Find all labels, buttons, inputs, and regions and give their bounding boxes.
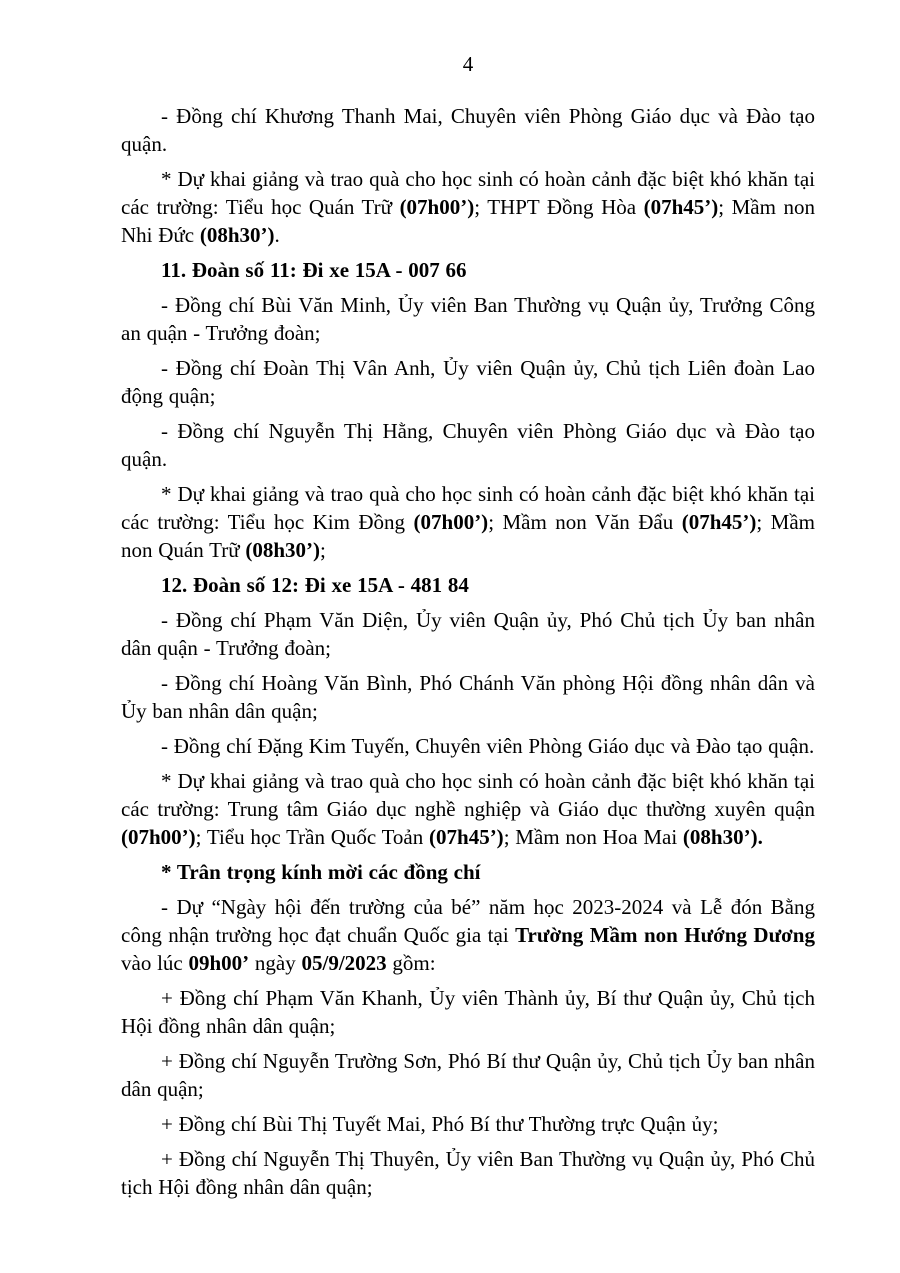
- text-run: ; Mầm non Nhi Đức: [121, 195, 815, 247]
- text-run: - Đồng chí Đặng Kim Tuyến, Chuyên viên Phòng Giáo dục và Đào tạo quận.: [161, 734, 815, 758]
- section-heading: [121, 256, 815, 284]
- text-run-bold: (07h00’): [121, 825, 196, 849]
- text-run: ; THPT Đồng Hòa: [474, 195, 644, 219]
- text-run-bold: Trường Mầm non Hướng Dương: [515, 923, 815, 947]
- paragraph: [121, 1110, 815, 1138]
- text-run: - Đồng chí Khương Thanh Mai, Chuyên viên Phòng Giáo dục và Đào tạo quận.: [121, 104, 815, 156]
- section-heading: [121, 858, 815, 886]
- text-run: - Đồng chí Hoàng Văn Bình, Phó Chánh Văn phòng Hội đồng nhân dân và Ủy ban nhân dân quận;: [121, 671, 815, 723]
- page-number: 4: [462, 52, 474, 76]
- paragraph: [121, 732, 815, 760]
- paragraph: [121, 893, 815, 977]
- paragraph: [121, 984, 815, 1040]
- text-run-bold: (08h30’): [245, 538, 320, 562]
- text-run-bold: (07h00’): [399, 195, 475, 219]
- paragraph: [121, 417, 815, 473]
- text-run-bold: 12. Đoàn số 12: Đi xe 15A - 481 84: [161, 573, 469, 597]
- text-run: gồm:: [386, 951, 436, 975]
- text-run: - Đồng chí Phạm Văn Diện, Ủy viên Quận ủy, Phó Chủ tịch Ủy ban nhân dân quận - Trưởng đoàn;: [121, 608, 815, 660]
- text-run: vào lúc: [121, 951, 189, 975]
- paragraph: [121, 291, 815, 347]
- text-run-bold: (08h30’): [199, 223, 275, 247]
- paragraph: [121, 165, 815, 249]
- text-run: - Đồng chí Bùi Văn Minh, Ủy viên Ban Thường vụ Quận ủy, Trưởng Công an quận - Trưởng đoàn;: [121, 293, 815, 345]
- text-run-bold: (07h45’): [681, 510, 757, 534]
- text-run: ; Tiểu học Trần Quốc Toản: [195, 825, 430, 849]
- text-run: ngày: [249, 951, 302, 975]
- text-run-bold: (08h30’).: [682, 825, 763, 849]
- text-run-bold: (07h45’): [643, 195, 719, 219]
- text-run: + Đồng chí Phạm Văn Khanh, Ủy viên Thành ủy, Bí thư Quận ủy, Chủ tịch Hội đồng nhân dân quận;: [121, 986, 815, 1038]
- text-run-bold: (07h00’): [413, 510, 489, 534]
- paragraph: [121, 102, 815, 158]
- text-run: * Dự khai giảng và trao quà cho học sinh có hoàn cảnh đặc biệt khó khăn tại các trường: Tiểu học Kim Đồng: [121, 482, 815, 534]
- text-run: .: [274, 223, 280, 247]
- paragraph: [121, 354, 815, 410]
- paragraph: [121, 1047, 815, 1103]
- text-run: + Đồng chí Bùi Thị Tuyết Mai, Phó Bí thư Thường trực Quận ủy;: [161, 1112, 719, 1136]
- document-body: [121, 102, 815, 1201]
- text-run: ;: [320, 538, 326, 562]
- text-run: - Dự “Ngày hội đến trường của bé” năm học 2023-2024 và Lễ đón Bằng công nhận trường học đạt chuẩn Quốc gia tại: [121, 895, 815, 947]
- text-run: - Đồng chí Đoàn Thị Vân Anh, Ủy viên Quận ủy, Chủ tịch Liên đoàn Lao động quận;: [121, 356, 815, 408]
- text-run: + Đồng chí Nguyễn Trường Sơn, Phó Bí thư Quận ủy, Chủ tịch Ủy ban nhân dân quận;: [121, 1049, 815, 1101]
- text-run: * Dự khai giảng và trao quà cho học sinh có hoàn cảnh đặc biệt khó khăn tại các trường: Trung tâm Giáo dục nghề nghiệp và Giáo dục thường xuyên quận: [121, 769, 815, 821]
- text-run: * Dự khai giảng và trao quà cho học sinh có hoàn cảnh đặc biệt khó khăn tại các trường: Tiểu học Quán Trữ: [121, 167, 815, 219]
- text-run-bold: (07h45’): [429, 825, 504, 849]
- paragraph: [121, 480, 815, 564]
- paragraph: [121, 767, 815, 851]
- text-run-bold: 11. Đoàn số 11: Đi xe 15A - 007 66: [161, 258, 467, 282]
- text-run-bold: 05/9/2023: [301, 951, 387, 975]
- text-run-bold: * Trân trọng kính mời các đồng chí: [161, 860, 481, 884]
- text-run: ; Mầm non Hoa Mai: [503, 825, 683, 849]
- text-run: + Đồng chí Nguyễn Thị Thuyên, Ủy viên Ban Thường vụ Quận ủy, Phó Chủ tịch Hội đồng nhân dân quận;: [121, 1147, 815, 1199]
- section-heading: [121, 571, 815, 599]
- text-run: ; Mầm non Văn Đẩu: [488, 510, 682, 534]
- text-run: ; Mầm non Quán Trữ: [121, 510, 815, 562]
- paragraph: [121, 606, 815, 662]
- paragraph: [121, 1145, 815, 1201]
- text-run: - Đồng chí Nguyễn Thị Hằng, Chuyên viên Phòng Giáo dục và Đào tạo quận.: [121, 419, 815, 471]
- paragraph: [121, 669, 815, 725]
- text-run-bold: 09h00’: [188, 951, 250, 975]
